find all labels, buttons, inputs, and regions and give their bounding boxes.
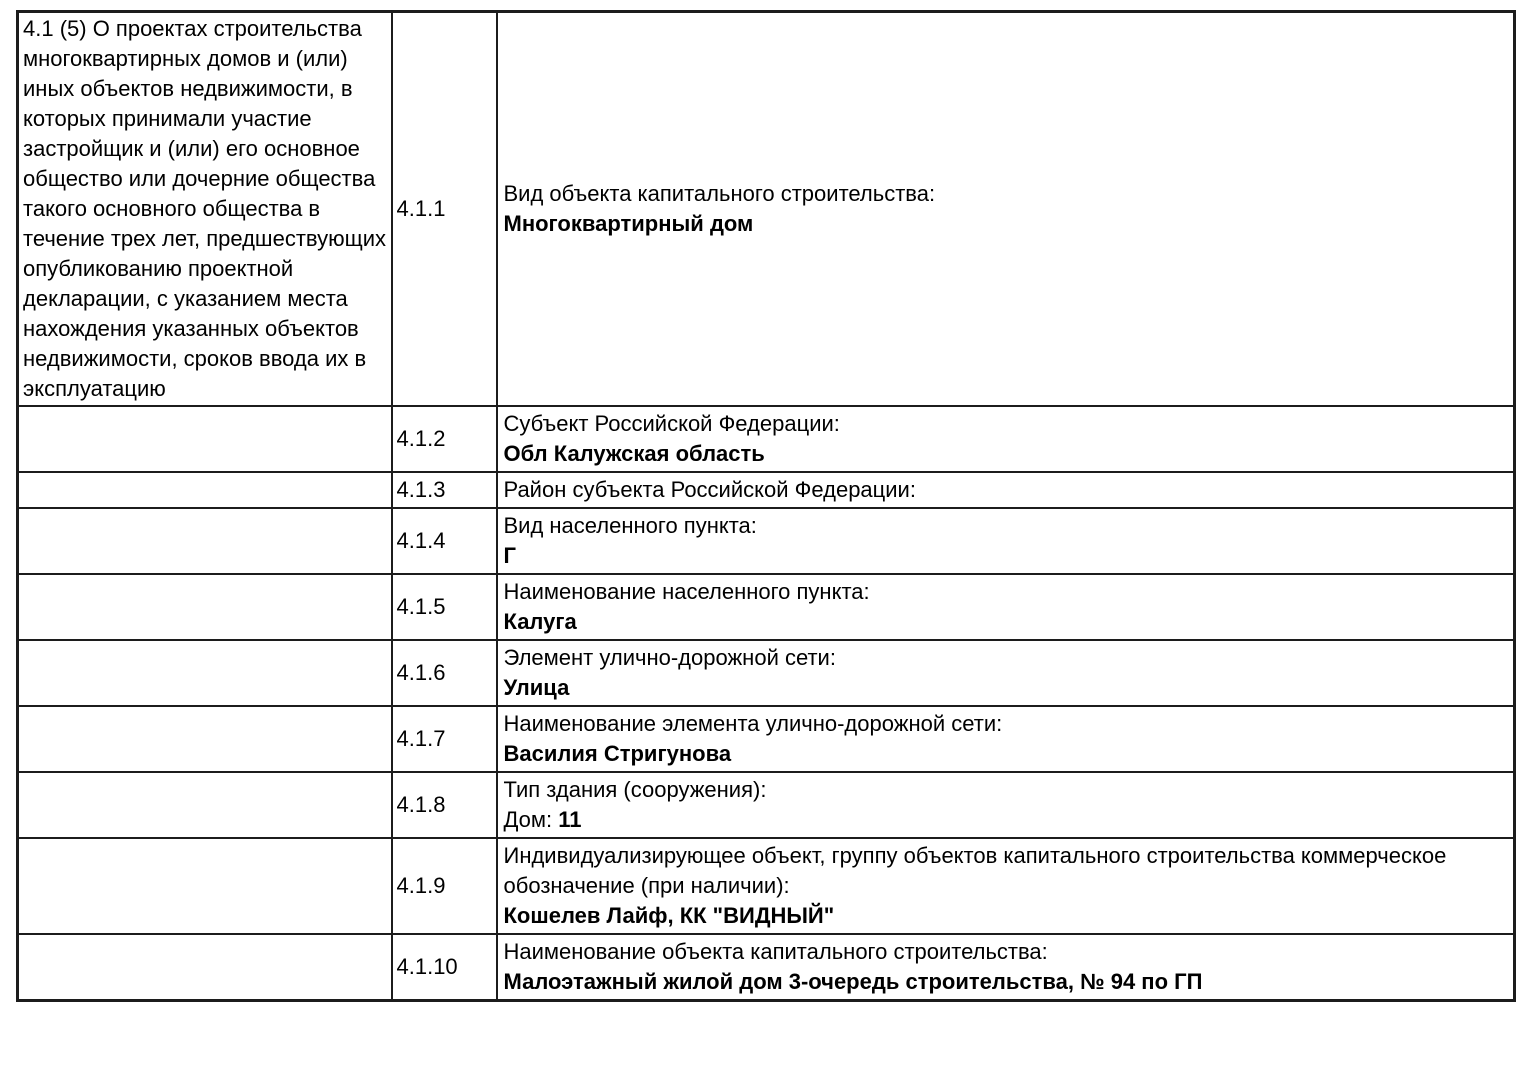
project-declaration-table: [16, 10, 1516, 1002]
table-row: [18, 508, 1515, 574]
table-row: [18, 934, 1515, 1001]
field-value-text: Кошелев Лайф, КК "ВИДНЫЙ": [503, 903, 835, 928]
row-number: 4.1.4: [392, 508, 497, 574]
empty-cell: [18, 772, 392, 838]
section-description: 4.1 (5) О проектах строительства многоквартирных домов и (или) иных объектов недвижимости, в которых принимали участие застройщик и (или) его основное общество или дочерние общества такого основного общества в течение трех лет, предшествующих опубликованию проектной декларации, с указанием места нахождения указанных объектов недвижимости, сроков ввода их в эксплуатацию: [18, 12, 392, 407]
empty-cell: [18, 838, 392, 934]
table-row: [18, 706, 1515, 772]
row-content: [497, 640, 1515, 706]
field-label: Тип здания (сооружения):: [503, 777, 767, 802]
field-value: [504, 739, 1508, 769]
row-content: [497, 472, 1515, 508]
table-row: [18, 472, 1515, 508]
table-row: [18, 406, 1515, 472]
table-row: [18, 640, 1515, 706]
field-value: [504, 901, 1508, 931]
row-number: 4.1.10: [392, 934, 497, 1001]
row-content: [497, 772, 1515, 838]
row-number: 4.1.6: [392, 640, 497, 706]
field-value: [504, 209, 1508, 239]
field-value-prefix: Дом:: [503, 807, 559, 832]
empty-cell: [18, 574, 392, 640]
field-value-text: Василия Стригунова: [503, 741, 732, 766]
field-value: [504, 439, 1508, 469]
empty-cell: [18, 934, 392, 1001]
row-number: 4.1.8: [392, 772, 497, 838]
field-value-text: Калуга: [503, 609, 577, 634]
field-value: [504, 967, 1508, 997]
row-content: [497, 706, 1515, 772]
row-content: [497, 838, 1515, 934]
table-row: [18, 838, 1515, 934]
field-value-text: Г: [503, 543, 516, 568]
empty-cell: [18, 406, 392, 472]
empty-cell: [18, 472, 392, 508]
row-content: [497, 574, 1515, 640]
row-number: 4.1.9: [392, 838, 497, 934]
row-content: [497, 406, 1515, 472]
field-value-text: Улица: [503, 675, 570, 700]
row-number: 4.1.3: [392, 472, 497, 508]
table-row: [18, 772, 1515, 838]
field-value-text: Малоэтажный жилой дом 3-очередь строительства, № 94 по ГП: [503, 969, 1203, 994]
field-label: Вид объекта капитального строительства:: [503, 181, 936, 206]
field-value-text: Обл Калужская область: [503, 441, 765, 466]
row-number: 4.1.1: [392, 12, 497, 407]
field-label: Индивидуализирующее объект, группу объектов капитального строительства коммерческое обозначение (при наличии):: [503, 843, 1447, 898]
table-row: [18, 574, 1515, 640]
field-label: Наименование населенного пункта:: [503, 579, 870, 604]
field-value: [504, 673, 1508, 703]
field-value-text: 11: [558, 807, 582, 832]
row-number: 4.1.2: [392, 406, 497, 472]
field-label: Вид населенного пункта:: [503, 513, 757, 538]
field-value-text: Многоквартирный дом: [503, 211, 754, 236]
field-label: Элемент улично-дорожной сети:: [503, 645, 836, 670]
field-label: Субъект Российской Федерации:: [503, 411, 840, 436]
empty-cell: [18, 640, 392, 706]
field-label: Наименование объекта капитального строительства:: [503, 939, 1048, 964]
row-content: [497, 508, 1515, 574]
field-label: Район субъекта Российской Федерации:: [503, 477, 916, 502]
row-number: 4.1.5: [392, 574, 497, 640]
row-content: [497, 934, 1515, 1001]
empty-cell: [18, 706, 392, 772]
table-row: [18, 12, 1515, 407]
row-number: 4.1.7: [392, 706, 497, 772]
field-value: [504, 805, 1508, 835]
field-value: [504, 541, 1508, 571]
field-value: [504, 607, 1508, 637]
empty-cell: [18, 508, 392, 574]
field-label: Наименование элемента улично-дорожной сети:: [503, 711, 1003, 736]
row-content: [497, 12, 1515, 407]
